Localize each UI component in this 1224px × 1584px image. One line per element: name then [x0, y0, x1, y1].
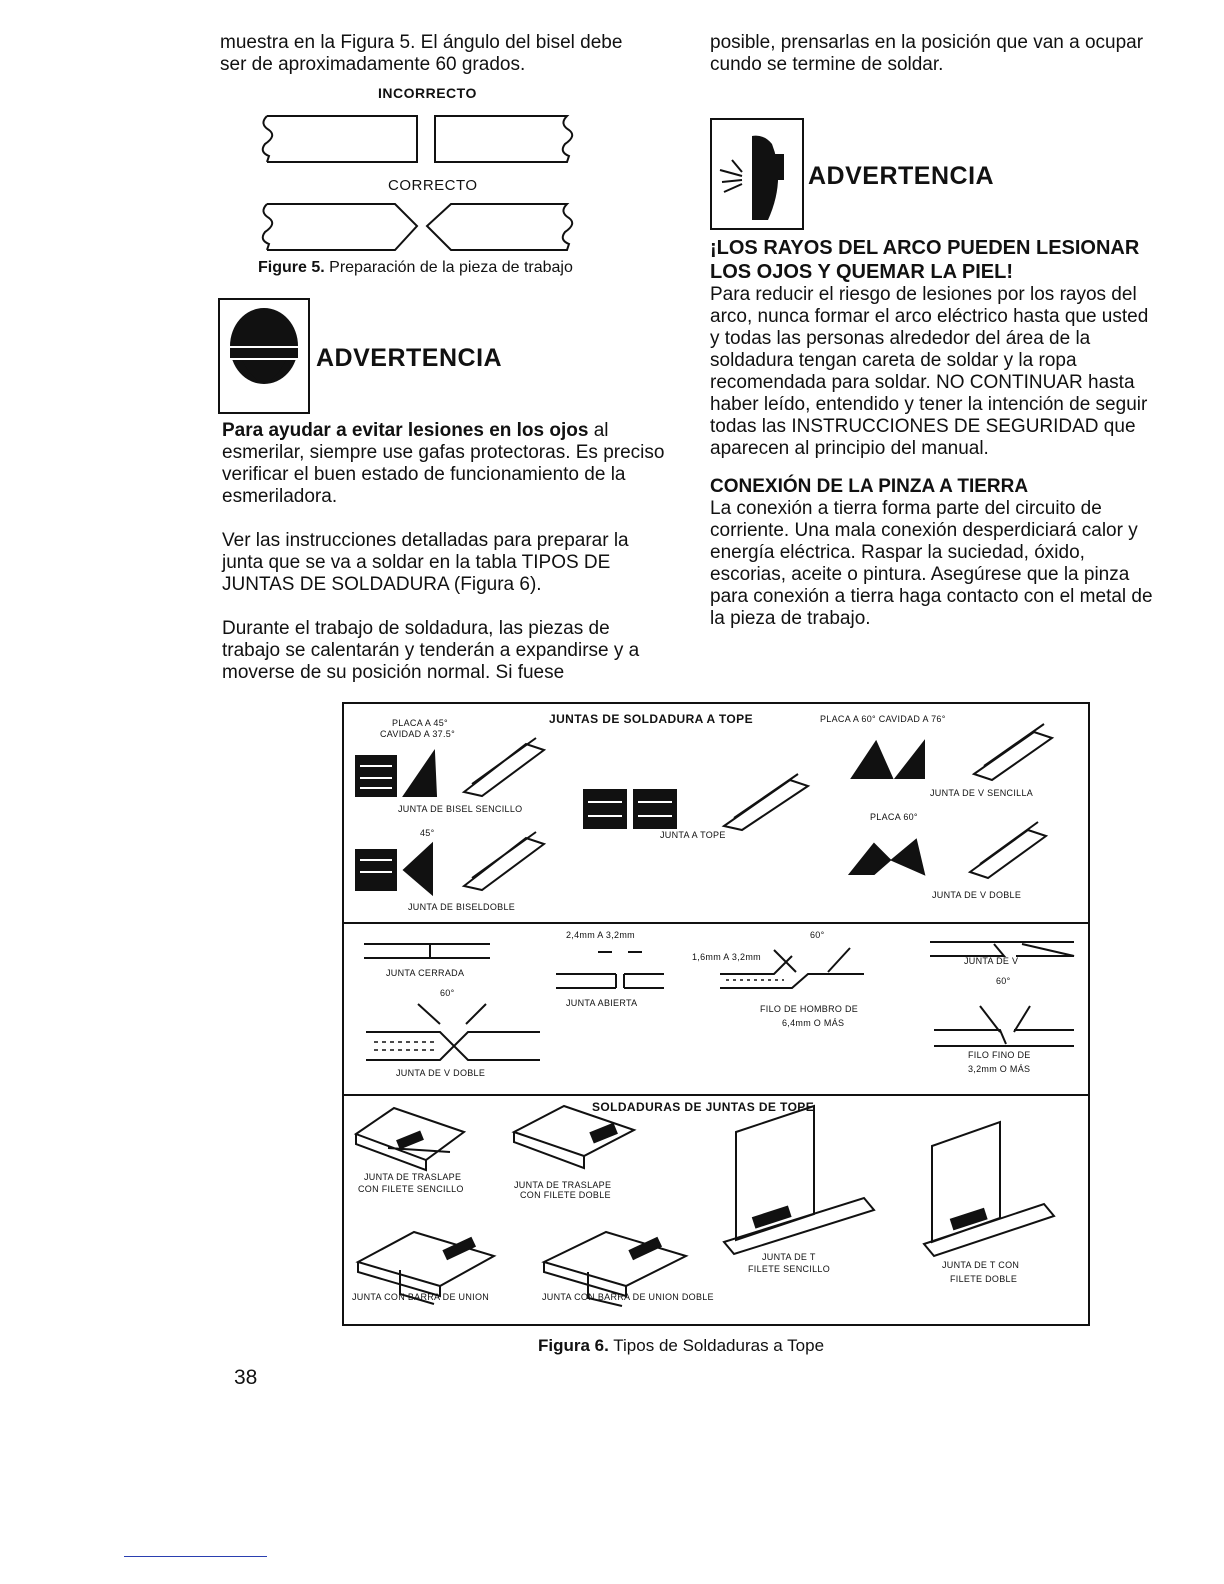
figure6-caption-label: Figura 6. [538, 1336, 609, 1355]
ground-clamp-heading: CONEXIÓN DE LA PINZA A TIERRA [710, 476, 1029, 497]
label-gap-24-32: 2,4mm A 3,2mm [566, 930, 635, 940]
left-intro-line2: ser de aproximadamente 60 grados. [220, 54, 526, 75]
label-filo-fino1: FILO FINO DE [968, 1050, 1031, 1060]
label-angle60a: 60° [440, 988, 455, 998]
warning-title-left: ADVERTENCIA [316, 344, 503, 372]
joint-gap-sketches [344, 922, 1088, 1094]
figure6-caption [538, 1336, 824, 1356]
left-para2: Ver las instrucciones detalladas para preparar la junta que se va a soldar en la tabla TIPOS DE JUNTAS DE SOLDADURA (Figura 6). [222, 530, 629, 595]
label-barra-union-doble: JUNTA CON BARRA DE UNION DOBLE [542, 1292, 714, 1302]
left-para3: Durante el trabajo de soldadura, las piezas de trabajo se calentarán y tenderán a expandirse y a moverse de su posición normal. Si fuese [222, 618, 640, 683]
label-placa60: PLACA 60° [870, 812, 918, 822]
figure6-caption-text: Tipos de Soldaduras a Tope [613, 1336, 825, 1355]
label-filo-hombro1: FILO DE HOMBRO DE [760, 1004, 859, 1014]
label-v-sencilla: JUNTA DE V SENCILLA [930, 788, 1034, 798]
bevel-incorrect-diagram [255, 112, 585, 174]
label-gap-16-32: 1,6mm A 3,2mm [692, 952, 761, 962]
section3-title: SOLDADURAS DE JUNTAS DE TOPE [592, 1100, 815, 1114]
ground-clamp-body: La conexión a tierra forma parte del circuito de corriente. Una mala conexión desperdiciará calor y energía eléctrica. Raspar la suciedad, óxido, escorias, aceite o pintura. Asegúrese que la pinza para conexión a tierra haga contacto con el metal de la pieza de trabajo. [710, 498, 1153, 629]
label-bisel-sencillo: JUNTA DE BISEL SENCILLO [398, 804, 523, 814]
label-junta-v: JUNTA DE V [964, 956, 1019, 966]
label-placa60-cav76: PLACA A 60° CAVIDAD A 76° [820, 714, 946, 724]
label-junta-abierta: JUNTA ABIERTA [566, 998, 638, 1008]
figure5-caption [258, 259, 573, 277]
label-t-doble1: JUNTA DE T CON [942, 1260, 1020, 1270]
label-angle60c: 60° [996, 976, 1011, 986]
label-t-sencillo2: FILETE SENCILLO [748, 1264, 831, 1274]
label-junta-tope: JUNTA A TOPE [660, 830, 726, 840]
warning-title-right: ADVERTENCIA [808, 162, 995, 190]
butt-joint-sketches [344, 704, 1088, 922]
label-v-doble-top: JUNTA DE V DOBLE [932, 890, 1022, 900]
warning-goggles-box [218, 298, 310, 414]
label-traslape-doble1: JUNTA DE TRASLAPE [514, 1180, 612, 1190]
arc-rays-heading: ¡LOS RAYOS DEL ARCO PUEDEN LESIONAR LOS OJOS Y QUEMAR LA PIEL! [710, 237, 1140, 283]
label-traslape-sencillo2: CON FILETE SENCILLO [358, 1184, 464, 1194]
figure6-frame [342, 702, 1090, 1326]
label-cavidad375: CAVIDAD A 37.5° [380, 729, 455, 739]
fillet-weld-sketches [344, 1094, 1088, 1322]
warning-helmet-box [710, 118, 804, 230]
label-v-doble-mid: JUNTA DE V DOBLE [396, 1068, 486, 1078]
warning-goggles-rest: al esmerilar, siempre use gafas protectoras. Es preciso verificar el buen estado de funcionamiento de la esmeriladora. [222, 420, 665, 507]
label-t-doble2: FILETE DOBLE [950, 1274, 1018, 1284]
footer-rule [124, 1556, 267, 1557]
section1-title: JUNTAS DE SOLDADURA A TOPE [549, 712, 753, 726]
page-number: 38 [234, 1366, 258, 1389]
label-correct: CORRECTO [388, 177, 478, 194]
figure5-text: Preparación de la pieza de trabajo [329, 259, 573, 276]
label-incorrect: INCORRECTO [378, 85, 477, 101]
left-warning-text [222, 420, 668, 706]
label-angle60b: 60° [810, 930, 825, 940]
label-placa45: PLACA A 45° [392, 718, 448, 728]
label-traslape-doble2: CON FILETE DOBLE [520, 1190, 611, 1200]
label-filo-hombro2: 6,4mm O MÁS [782, 1018, 845, 1028]
arc-rays-body: Para reducir el riesgo de lesiones por los rayos del arco, nunca formar el arco eléctrico hasta que usted y todas las personas alrededor del área de la soldadura tengan careta de soldar y la ropa recomendada para soldar. NO CONTINUAR hasta haber leído, entendido y tener la intención de seguir todas las INSTRUCCIONES DE SEGURIDAD que aparecen al principio del manual. [710, 284, 1149, 459]
label-t-sencillo1: JUNTA DE T [762, 1252, 816, 1262]
label-junta-cerrada: JUNTA CERRADA [386, 968, 465, 978]
warning-goggles-bold: Para ayudar a evitar lesiones en los ojos [222, 420, 589, 441]
left-intro-line1: muestra en la Figura 5. El ángulo del bisel debe [220, 32, 623, 53]
label-angle45: 45° [420, 828, 435, 838]
label-barra-union: JUNTA CON BARRA DE UNION [352, 1292, 490, 1302]
left-intro [220, 32, 680, 76]
label-traslape-sencillo1: JUNTA DE TRASLAPE [364, 1172, 462, 1182]
right-intro: posible, prensarlas en la posición que van a ocupar cundo se termine de soldar. [710, 32, 1144, 75]
goggles-face-icon [220, 300, 308, 412]
welding-helmet-icon [712, 120, 802, 228]
figure5-label: Figure 5. [258, 259, 325, 276]
bevel-correct-diagram [255, 200, 585, 256]
label-filo-fino2: 3,2mm O MÁS [968, 1064, 1031, 1074]
right-body [710, 236, 1160, 652]
label-bisel-doble: JUNTA DE BISELDOBLE [408, 902, 516, 912]
